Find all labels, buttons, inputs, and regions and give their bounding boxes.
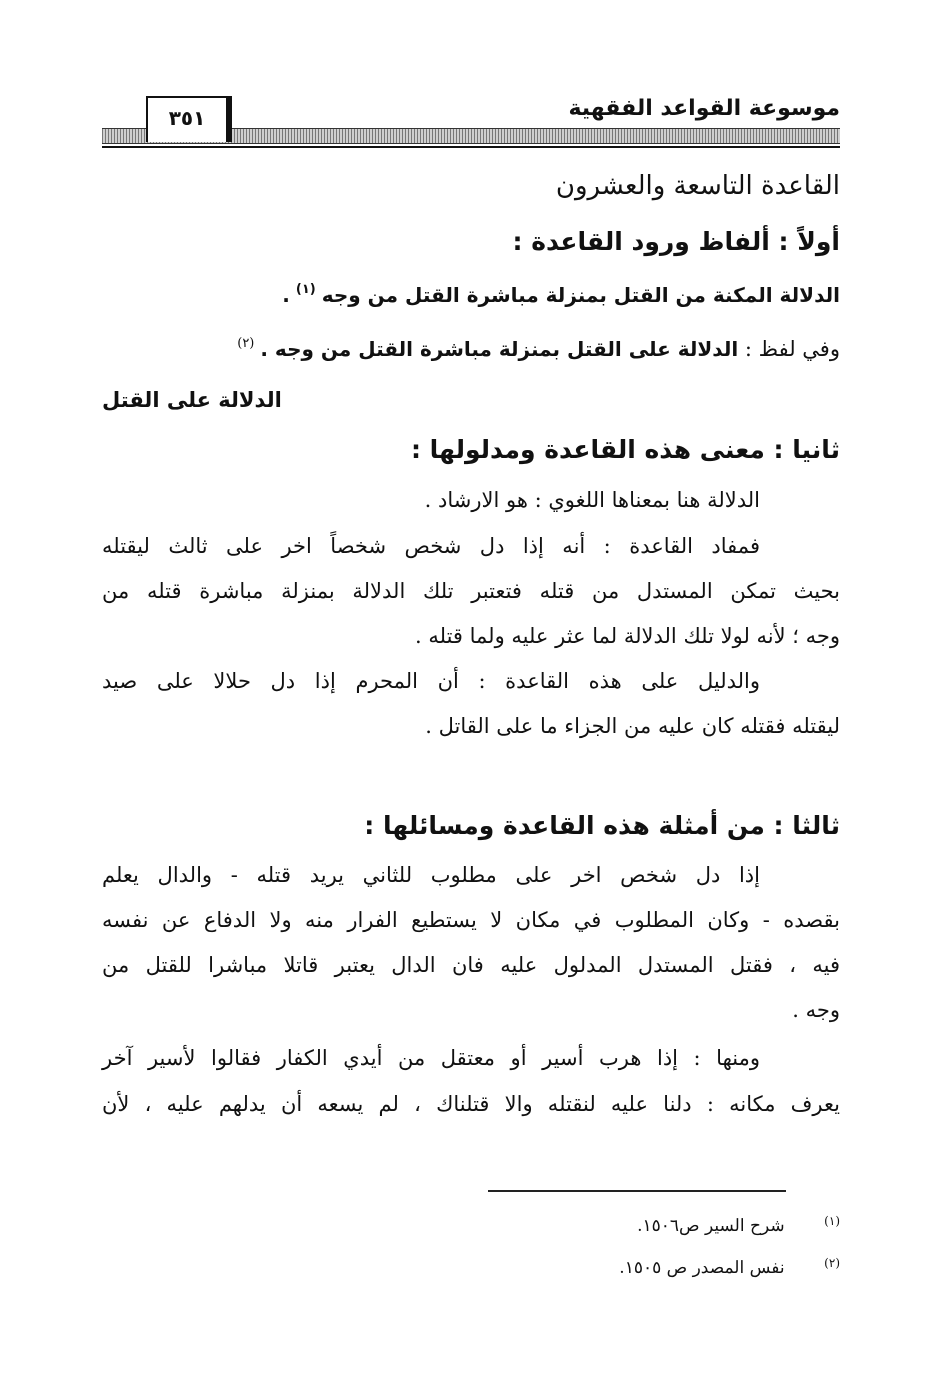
- footnote-ref-2[interactable]: (٢): [237, 336, 255, 351]
- footnote-ref-1[interactable]: (١): [295, 282, 316, 297]
- wording-1-end: .: [282, 283, 290, 307]
- short-wording: الدلالة على القتل: [102, 388, 282, 412]
- section-heading-wordings: أولاً : ألفاظ ورود القاعدة :: [512, 227, 840, 256]
- footnote-separator: [488, 1190, 786, 1192]
- footnote-2: [619, 1258, 840, 1278]
- footnote-1-text: شرح السير ص١٥٠٦.: [637, 1216, 785, 1236]
- example-line-1: إذا دل شخص اخر على مطلوب للثاني يريد قتله - والدال يعلم: [102, 863, 760, 887]
- page-number: ٣٥١: [168, 106, 206, 130]
- meaning-line-1: الدلالة هنا بمعناها اللغوي : هو الارشاد .: [424, 488, 760, 512]
- wording-line-2: [231, 336, 840, 363]
- section-heading-meaning: ثانيا : معنى هذه القاعدة ومدلولها :: [410, 435, 840, 464]
- example-line-4: وجه .: [792, 998, 840, 1022]
- meaning-line-2: فمفاد القاعدة : أنه إذا دل شخص شخصاً اخر على ثالث ليقتله: [102, 534, 760, 558]
- running-header-title: موسوعة القواعد الفقهية: [568, 96, 840, 121]
- example-line-3: فيه ، فقتل المستدل المدلول عليه فان الدال يعتبر قاتلا مباشرا للقتل من: [102, 953, 840, 977]
- wording-1-text: الدلالة المكنة من القتل بمنزلة مباشرة القتل من وجه: [321, 283, 840, 307]
- meaning-line-5: والدليل على هذه القاعدة : أن المحرم إذا دل حلالا على صيد: [102, 669, 760, 693]
- footnote-2-mark: (٢): [824, 1256, 840, 1270]
- footnote-1: [637, 1216, 840, 1236]
- footnote-1-mark: (١): [824, 1214, 840, 1228]
- meaning-line-3: بحيث تمكن المستدل من قتله فتعتبر تلك الدلالة بمنزلة مباشرة قتله من: [102, 579, 840, 603]
- example-line-2: بقصده - وكان المطلوب في مكان لا يستطيع الفرار منه ولا الدفاع عن نفسه: [102, 908, 840, 932]
- meaning-line-6: ليقتله فقتله كان عليه من الجزاء ما على القاتل .: [425, 714, 840, 738]
- page-number-box: [146, 96, 232, 142]
- wording-line-1: [282, 282, 840, 308]
- footnote-2-text: نفس المصدر ص ١٥٠٥.: [619, 1258, 785, 1278]
- rule-title: القاعدة التاسعة والعشرون: [555, 171, 840, 201]
- wording-2-text: الدلالة على القتل بمنزلة مباشرة القتل من وجه .: [260, 337, 739, 361]
- section-heading-examples: ثالثا : من أمثلة هذه القاعدة ومسائلها :: [364, 811, 840, 840]
- wording-2-prefix: وفي لفظ :: [744, 337, 840, 361]
- example-line-5: ومنها : إذا هرب أسير أو معتقل من أيدي الكفار فقالوا لأسير آخر: [102, 1046, 760, 1070]
- example-line-6: يعرف مكانه : دلنا عليه لنقتله والا قتلناك ، لم يسعه أن يدلهم عليه ، لأن: [102, 1092, 840, 1116]
- meaning-line-4: وجه ؛ لأنه لولا تلك الدلالة لما عثر عليه ولما قتله .: [415, 624, 840, 648]
- header-rule: [102, 146, 840, 148]
